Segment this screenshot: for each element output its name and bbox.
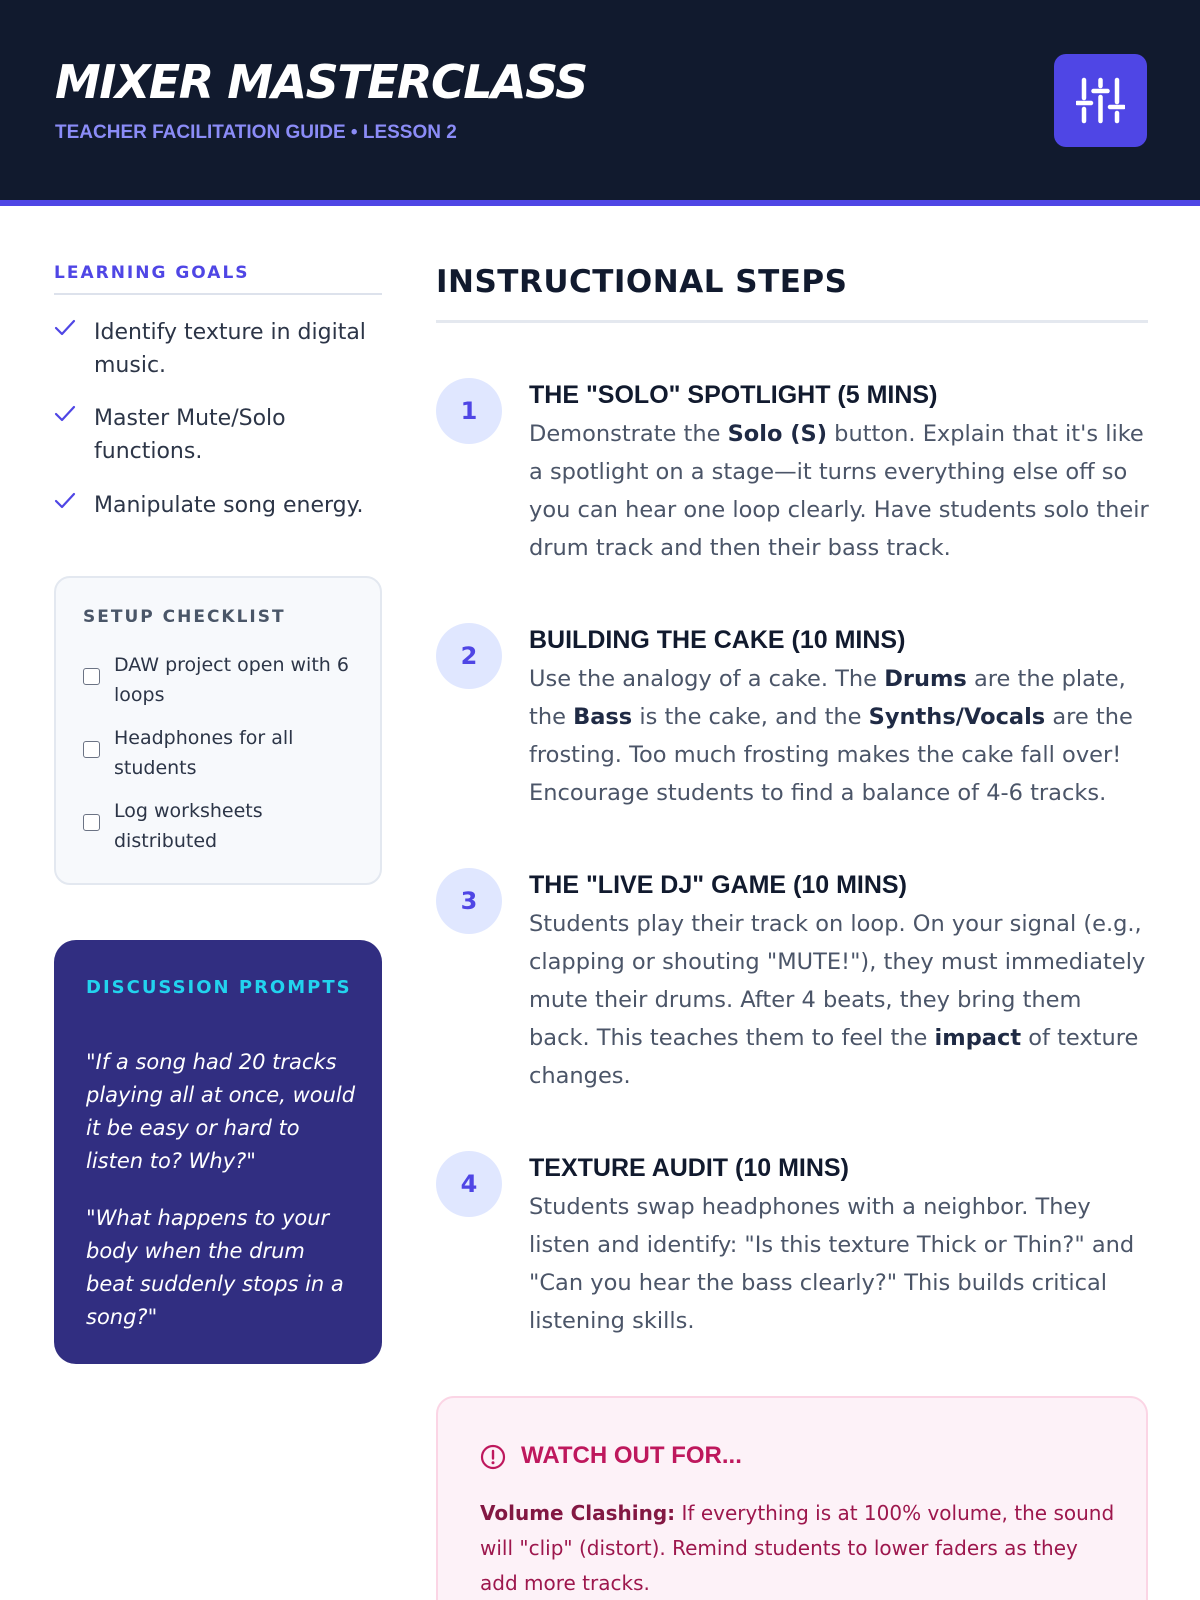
checklist-item-label: Log worksheets distributed	[114, 800, 263, 852]
watch-out-title: WATCH OUT FOR...	[521, 1442, 742, 1469]
step-title: THE "LIVE DJ" GAME (10 MINS)	[529, 871, 907, 899]
setup-checklist-card	[54, 576, 382, 885]
step-description: Students swap headphones with a neighbor. They listen and identify: "Is this texture Thick or Thin?" and "Can you hear the bass clearly?" This builds critical listening skills.	[529, 1194, 1135, 1334]
page-title: MIXER MASTERCLASS	[55, 55, 587, 109]
page-subtitle: TEACHER FACILITATION GUIDE • LESSON 2	[55, 122, 457, 143]
step-number-badge: 3	[436, 868, 502, 934]
watch-out-callout	[436, 1396, 1148, 1600]
step-description: Use the analogy of a cake. The Drums are the plate, the Bass is the cake, and the Synths/Vocals are the frosting. Too much frosting makes the cake fall over! Encourage students to find a balance of 4-6 tracks.	[529, 666, 1133, 806]
goal-text: Master Mute/Solo functions.	[94, 406, 286, 464]
checkmark-icon	[54, 318, 76, 338]
step-title: THE "SOLO" SPOTLIGHT (5 MINS)	[529, 381, 938, 409]
discussion-prompt: "What happens to your body when the drum beat suddenly stops in a song?"	[86, 1206, 344, 1329]
checkmark-icon	[54, 404, 76, 424]
setup-checklist-heading: SETUP CHECKLIST	[83, 607, 286, 627]
header-accent-bar	[0, 200, 1200, 206]
page-header	[0, 0, 1200, 200]
step-description: Demonstrate the Solo (S) button. Explain that it's like a spotlight on a stage—it turns everything else off so you can hear one loop clearly. Have students solo their drum track and then their bass track.	[529, 421, 1149, 561]
learning-goals-heading: LEARNING GOALS	[54, 263, 250, 283]
checkbox[interactable]	[83, 814, 100, 831]
checkbox[interactable]	[83, 741, 100, 758]
step-title: BUILDING THE CAKE (10 MINS)	[529, 626, 906, 654]
step-number-badge: 2	[436, 623, 502, 689]
divider	[436, 320, 1148, 323]
watch-out-text: Volume Clashing: If everything is at 100% volume, the sound will "clip" (distort). Remind students to lower faders as they add more tracks.	[480, 1501, 1115, 1595]
divider	[54, 293, 382, 295]
checkbox[interactable]	[83, 668, 100, 685]
step-description: Students play their track on loop. On your signal (e.g., clapping or shouting "MUTE!"), they must immediately mute their drums. After 4 beats, they bring them back. This teaches them to feel the impact of texture changes.	[529, 911, 1146, 1089]
step-number-badge: 1	[436, 378, 502, 444]
goal-text: Identify texture in digital music.	[94, 320, 366, 378]
step-number-badge: 4	[436, 1151, 502, 1217]
discussion-prompt: "If a song had 20 tracks playing all at once, would it be easy or hard to listen to? Why?"	[86, 1050, 356, 1173]
logo-badge	[1054, 54, 1147, 147]
goal-text: Manipulate song energy.	[94, 493, 364, 518]
step-title: TEXTURE AUDIT (10 MINS)	[529, 1154, 849, 1182]
discussion-prompts-heading: DISCUSSION PROMPTS	[86, 977, 352, 998]
discussion-prompts-card	[54, 940, 382, 1364]
checkmark-icon	[54, 491, 76, 511]
mixer-faders-icon	[1076, 76, 1125, 125]
instructional-steps-heading: INSTRUCTIONAL STEPS	[436, 264, 848, 300]
alert-circle-icon	[480, 1444, 506, 1470]
checklist-item-label: DAW project open with 6 loops	[114, 654, 349, 706]
checklist-item-label: Headphones for all students	[114, 727, 294, 779]
